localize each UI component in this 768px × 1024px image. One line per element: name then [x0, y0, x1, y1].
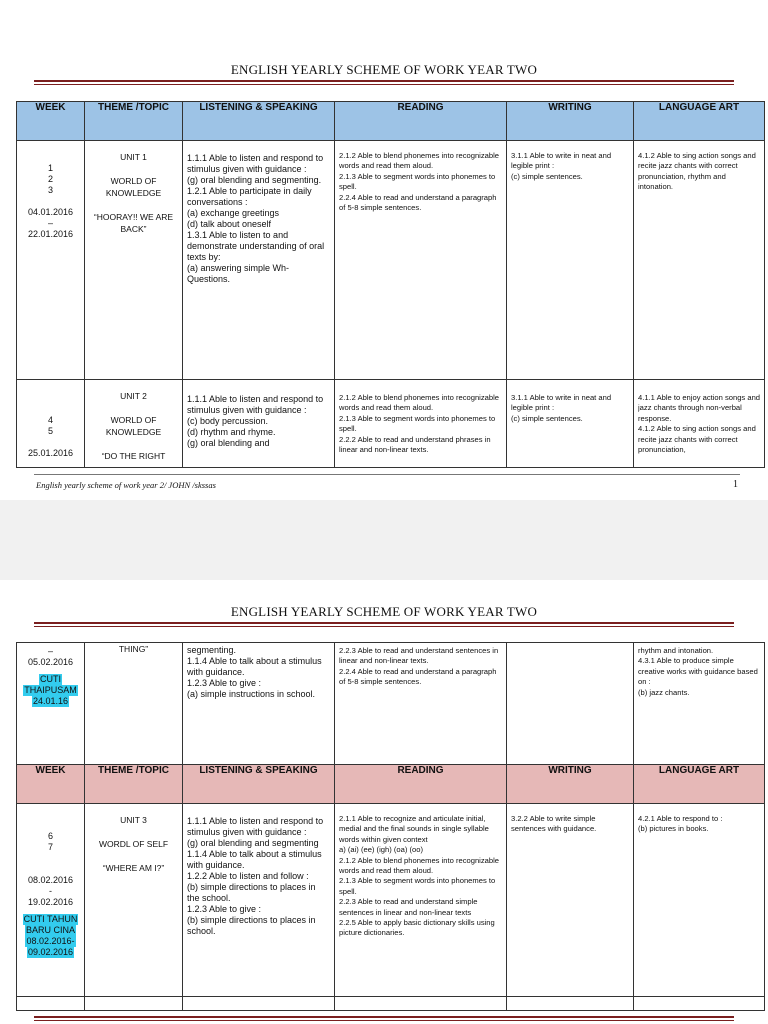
unit1-writing-list — [511, 141, 629, 182]
text-line: (g) oral blending and segmenting. — [187, 175, 322, 185]
text-line: 3 — [47, 185, 53, 195]
text-line: 4.3.1 Able to produce simple creative works with guidance based on : — [638, 656, 758, 687]
unit1-reading-cell — [335, 141, 507, 380]
unit2-theme-list — [85, 380, 182, 462]
unit2-language-art-cell — [634, 380, 765, 468]
text-line: UNIT 1 — [120, 152, 147, 162]
header-writing-2: WRITING — [507, 765, 634, 804]
text-line: 2.1.3 Able to segment words into phonemes to spell. — [339, 413, 496, 434]
text-line — [85, 163, 182, 175]
text-line: 1.1.1 Able to listen and respond to stimulus given with guidance : — [187, 816, 324, 837]
next-listening-cell — [183, 997, 335, 1011]
unit2-listening-list — [187, 380, 330, 449]
unit2-cont-writing-cell — [507, 643, 634, 765]
next-writing-cell — [507, 997, 634, 1011]
text-line: 08.02.2016 — [27, 875, 74, 885]
page-gap — [0, 500, 768, 580]
text-line: 2.1.3 Able to segment words into phonemes to spell. — [339, 171, 496, 192]
text-line: (b) simple directions to places in the school. — [187, 882, 316, 903]
unit3-theme-list — [85, 804, 182, 874]
unit3-listening-cell — [183, 804, 335, 997]
table-row-unit-2-continued — [17, 643, 765, 765]
text-line: 2.1.2 Able to blend phonemes into recognizable words and read them aloud. — [339, 855, 500, 876]
text-line: 2.1.2 Able to blend phonemes into recognizable words and read them aloud. — [339, 393, 500, 413]
unit2-cont-theme-cell — [85, 643, 183, 765]
text-line: 22.01.2016 — [27, 229, 74, 239]
text-line: 6 — [47, 831, 53, 841]
text-line: 2.2.4 Able to read and understand a paragraph of 5-8 simple sentences. — [339, 666, 497, 687]
text-line: (g) oral blending and segmenting — [187, 838, 319, 848]
unit3-reading-list — [339, 804, 502, 939]
header-reading-2: READING — [335, 765, 507, 804]
unit2-reading-cell — [335, 380, 507, 468]
text-line: – — [47, 218, 53, 228]
header-week-2: WEEK — [17, 765, 85, 804]
page-1 — [0, 0, 768, 500]
unit2-week-cell — [17, 380, 85, 468]
text-line — [17, 864, 84, 875]
text-line: 5 — [47, 426, 53, 436]
unit3-writing-cell — [507, 804, 634, 997]
page-title-2: ENGLISH YEARLY SCHEME OF WORK YEAR TWO — [230, 604, 538, 619]
text-line: BACK” — [120, 224, 147, 234]
unit1-language-art-list — [638, 141, 760, 193]
text-line: 2 — [47, 174, 53, 184]
header-theme-2: THEME /TOPIC — [85, 765, 183, 804]
unit2-cont-week-cell — [17, 643, 85, 765]
page-2 — [0, 580, 768, 1024]
text-line: 19.02.2016 — [27, 897, 74, 907]
text-line: 4 — [47, 415, 53, 425]
text-line: (b) simple directions to places in school. — [187, 915, 316, 936]
unit3-language-art-list — [638, 804, 760, 835]
title-rule-2 — [34, 622, 734, 627]
unit2-cont-language-art-cell — [634, 643, 765, 765]
unit3-reading-cell — [335, 804, 507, 997]
unit1-theme-list — [85, 141, 182, 235]
text-line: “DO THE RIGHT — [101, 451, 166, 461]
page-title: ENGLISH YEARLY SCHEME OF WORK YEAR TWO — [230, 62, 538, 77]
text-line: (c) simple sentences. — [511, 171, 583, 181]
page-number: 1 — [733, 479, 738, 490]
holiday-text: CUTI TAHUN — [23, 914, 78, 924]
text-line: “HOORAY!! WE ARE — [93, 212, 174, 222]
text-line: – — [47, 646, 53, 656]
scheme-table-2 — [16, 642, 765, 1011]
unit2-theme-cell — [85, 380, 183, 468]
table-row-next — [17, 997, 765, 1011]
text-line: 1.2.1 Able to participate in daily conversations : — [187, 186, 312, 207]
unit2-cont-listening-cell — [183, 643, 335, 765]
text-line: 1.1.4 Able to talk about a stimulus with guidance. — [187, 656, 322, 677]
text-line: (d) talk about oneself — [187, 219, 272, 229]
text-line: (a) exchange greetings — [187, 208, 280, 218]
next-week-cell — [17, 997, 85, 1011]
unit2-writing-list — [511, 380, 629, 424]
unit2-week-list — [17, 380, 84, 459]
unit1-week-list — [17, 141, 84, 240]
footer-rule — [34, 474, 740, 475]
unit2-language-art-list — [638, 380, 760, 455]
text-line: (c) body percussion. — [187, 416, 269, 426]
text-line: 2.2.3 Able to read and understand sentences in linear and non-linear texts. — [339, 646, 499, 666]
scheme-table-1 — [16, 101, 765, 468]
text-line: 1.2.3 Able to give : — [187, 678, 262, 688]
text-line: WORDL OF SELF — [98, 839, 169, 849]
holiday-text: 24.01.16 — [32, 696, 69, 706]
bottom-rule — [34, 1016, 734, 1021]
holiday-text: CUTI — [40, 674, 61, 684]
text-line: 2.1.1 Able to recognize and articulate initial, medial and the final sounds in single syllable words within given context — [339, 814, 489, 844]
next-theme-cell — [85, 997, 183, 1011]
text-line: WORLD OF — [110, 176, 157, 186]
text-line — [17, 196, 84, 207]
text-line: a) (ai) (ee) (igh) (oa) (oo) — [339, 845, 423, 855]
text-line: 1 — [47, 163, 53, 173]
holiday-text: THAIPUSAM — [24, 685, 77, 695]
text-line: 4.1.1 Able to enjoy action songs and jazz chants through non-verbal response. — [638, 393, 760, 423]
text-line: “WHERE AM I?” — [102, 863, 165, 873]
table-row-unit-2 — [17, 380, 765, 468]
unit1-writing-cell — [507, 141, 634, 380]
unit1-listening-list — [187, 141, 330, 285]
header-language-art: LANGUAGE ART — [634, 102, 765, 141]
text-line: segmenting. — [187, 645, 237, 655]
unit2-cont-listening-list — [187, 643, 330, 700]
table-header-row — [17, 102, 765, 141]
holiday-text: 09.02.2016 — [27, 947, 74, 957]
text-line: 2.2.4 Able to read and understand a paragraph of 5-8 simple sentences. — [339, 192, 497, 213]
header-listening-speaking: LISTENING & SPEAKING — [183, 102, 335, 141]
text-line: 2.2.5 Able to apply basic dictionary skills using picture dictionaries. — [339, 918, 495, 938]
unit3-writing-list — [511, 804, 629, 835]
next-language-art-cell — [634, 997, 765, 1011]
text-line: UNIT 2 — [120, 391, 147, 401]
text-line: 4.1.2 Able to sing action songs and recite jazz chants with correct pronunciation, — [638, 424, 756, 455]
text-line — [85, 199, 182, 211]
header-language-art-2: LANGUAGE ART — [634, 765, 765, 804]
unit1-week-cell — [17, 141, 85, 380]
holiday-text: 08.02.2016- — [26, 936, 75, 946]
unit3-language-art-cell — [634, 804, 765, 997]
text-line: 3.2.2 Able to write simple sentences with guidance. — [511, 814, 597, 834]
text-line — [17, 437, 84, 448]
title-rule — [34, 80, 734, 85]
text-line — [85, 438, 182, 450]
text-line: rhythm and intonation. — [638, 646, 714, 655]
unit1-reading-list — [339, 141, 502, 213]
text-line: - — [49, 886, 52, 896]
text-line — [85, 402, 182, 414]
text-line: (a) simple instructions in school. — [187, 689, 316, 699]
unit3-week-list — [17, 804, 84, 908]
text-line: (c) simple sentences. — [511, 413, 583, 423]
unit2-cont-week-list — [17, 643, 84, 668]
table-row-unit-3 — [17, 804, 765, 997]
unit2-cont-reading-cell — [335, 643, 507, 765]
unit2-writing-cell — [507, 380, 634, 468]
text-line: 3.1.1 Able to write in neat and legible print : — [511, 151, 612, 171]
text-line: 2.1.2 Able to blend phonemes into recognizable words and read them aloud. — [339, 151, 500, 171]
text-line: 4.2.1 Able to respond to : — [638, 814, 723, 823]
footer-text: English yearly scheme of work year 2/ JOHN /skssas — [36, 480, 216, 490]
text-line: KNOWLEDGE — [105, 188, 162, 198]
text-line: 1.1.4 Able to talk about a stimulus with guidance. — [187, 849, 322, 870]
unit3-week-cell — [17, 804, 85, 997]
unit2-cont-reading-list — [339, 643, 502, 688]
header-theme: THEME /TOPIC — [85, 102, 183, 141]
unit1-theme-cell — [85, 141, 183, 380]
header-writing: WRITING — [507, 102, 634, 141]
text-line — [85, 826, 182, 838]
unit2-reading-list — [339, 380, 502, 455]
thaipusam-holiday-label — [17, 668, 84, 707]
text-line: 25.01.2016 — [27, 448, 74, 458]
text-line: 3.1.1 Able to write in neat and legible print : — [511, 393, 612, 413]
text-line: (b) pictures in books. — [638, 824, 709, 834]
unit3-listening-list — [187, 804, 330, 937]
text-line: 1.2.3 Able to give : — [187, 904, 262, 914]
unit1-language-art-cell — [634, 141, 765, 380]
table-header-row-2 — [17, 765, 765, 804]
holiday-text: BARU CINA — [25, 925, 75, 935]
unit2-listening-cell — [183, 380, 335, 468]
text-line: 04.01.2016 — [27, 207, 74, 217]
next-reading-cell — [335, 997, 507, 1011]
unit3-theme-cell — [85, 804, 183, 997]
text-line: 7 — [47, 842, 53, 852]
text-line: 2.1.3 Able to segment words into phonemes to spell. — [339, 876, 496, 896]
text-line — [17, 853, 84, 864]
header-week: WEEK — [17, 102, 85, 141]
text-line: 1.1.1 Able to listen and respond to stimulus given with guidance : — [187, 153, 324, 174]
unit1-listening-cell — [183, 141, 335, 380]
text-line — [85, 850, 182, 862]
text-line: 1.3.1 Able to listen to and demonstrate understanding of oral texts by: — [187, 230, 325, 262]
unit2-cont-theme-list — [85, 643, 182, 655]
header-listening-speaking-2: LISTENING & SPEAKING — [183, 765, 335, 804]
text-line: 4.1.2 Able to sing action songs and recite jazz chants with correct pronunciation, rhythm and intonation. — [638, 151, 756, 192]
text-line: (a) answering simple Wh-Questions. — [187, 263, 290, 284]
text-line: UNIT 3 — [120, 815, 147, 825]
text-line: KNOWLEDGE — [105, 427, 162, 437]
text-line: THING” — [118, 644, 149, 654]
text-line: 1.2.2 Able to listen and follow : — [187, 871, 309, 881]
unit2-cont-language-art-list — [638, 643, 760, 698]
table-row-unit-1 — [17, 141, 765, 380]
text-line: (d) rhythm and rhyme. — [187, 427, 276, 437]
text-line: (b) jazz chants. — [638, 687, 690, 697]
header-reading: READING — [335, 102, 507, 141]
text-line: 05.02.2016 — [27, 657, 74, 667]
text-line: WORLD OF — [110, 415, 157, 425]
text-line: 2.2.2 Able to read and understand phrases in linear and non-linear texts. — [339, 434, 491, 455]
text-line: 1.1.1 Able to listen and respond to stimulus given with guidance : — [187, 394, 324, 415]
chinese-new-year-holiday-label — [17, 908, 84, 958]
text-line: (g) oral blending and — [187, 438, 270, 448]
text-line: 2.2.3 Able to read and understand simple sentences in linear and non-linear texts — [339, 897, 478, 917]
